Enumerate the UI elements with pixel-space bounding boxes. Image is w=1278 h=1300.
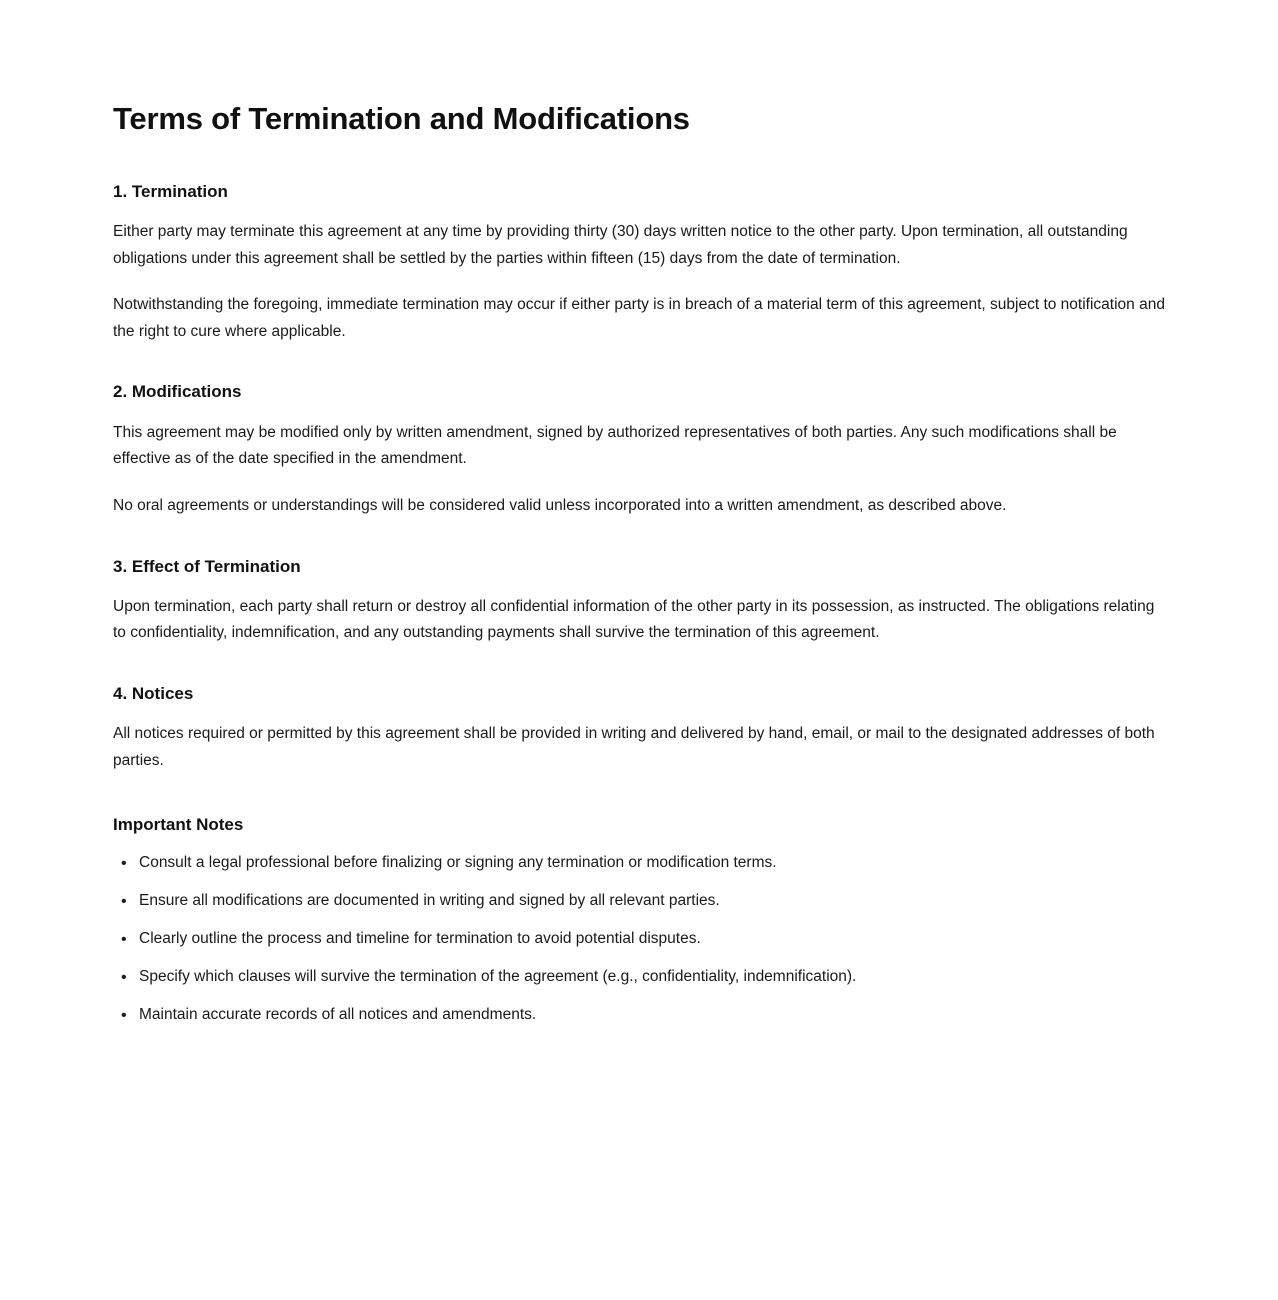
section-heading-termination: 1. Termination	[113, 181, 228, 201]
page-title: Terms of Termination and Modifications	[113, 101, 690, 136]
important-notes-list	[113, 852, 1166, 1027]
section-heading-effect-of-termination: 3. Effect of Termination	[113, 556, 301, 576]
paragraph: Upon termination, each party shall return or destroy all confidential information of the other party in its possession, as instructed. The obligations relating to confidentiality, indemnification, and any outstanding payments shall survive the termination of this agreement.	[113, 597, 1155, 642]
section-heading-notices: 4. Notices	[113, 683, 194, 703]
paragraph: No oral agreements or understandings will be considered valid unless incorporated into a written amendment, as described above.	[113, 496, 1007, 514]
paragraph: This agreement may be modified only by written amendment, signed by authorized representatives of both parties. Any such modifications shall be effective as of the date specified in the amendment.	[113, 423, 1117, 468]
list-item: • Specify which clauses will survive the termination of the agreement (e.g., confidentiality, indemnification).	[139, 966, 1166, 989]
paragraph: All notices required or permitted by this agreement shall be provided in writing and delivered by hand, email, or mail to the designated addresses of both parties.	[113, 725, 1155, 769]
paragraph: Notwithstanding the foregoing, immediate termination may occur if either party is in breach of a material term of this agreement, subject to notification and the right to cure where applicable.	[113, 296, 1165, 340]
list-item: • Ensure all modifications are documented in writing and signed by all relevant parties.	[139, 890, 1166, 913]
section-effect-of-termination	[113, 556, 1166, 647]
list-item: • Consult a legal professional before finalizing or signing any termination or modification terms.	[139, 852, 1166, 875]
paragraph: Either party may terminate this agreement at any time by providing thirty (30) days written notice to the other party. Upon termination, all outstanding obligations under this agreement shall be settled by the parties within fifteen (15) days from the date of termination.	[113, 222, 1128, 267]
section-termination	[113, 181, 1166, 346]
list-item: • Maintain accurate records of all notices and amendments.	[139, 1004, 1166, 1027]
section-important-notes	[113, 814, 1166, 1027]
list-item: • Clearly outline the process and timeline for termination to avoid potential disputes.	[139, 928, 1166, 951]
section-heading-important-notes: Important Notes	[113, 815, 244, 835]
section-notices	[113, 683, 1166, 774]
section-modifications	[113, 381, 1166, 519]
section-heading-modifications: 2. Modifications	[113, 382, 242, 402]
